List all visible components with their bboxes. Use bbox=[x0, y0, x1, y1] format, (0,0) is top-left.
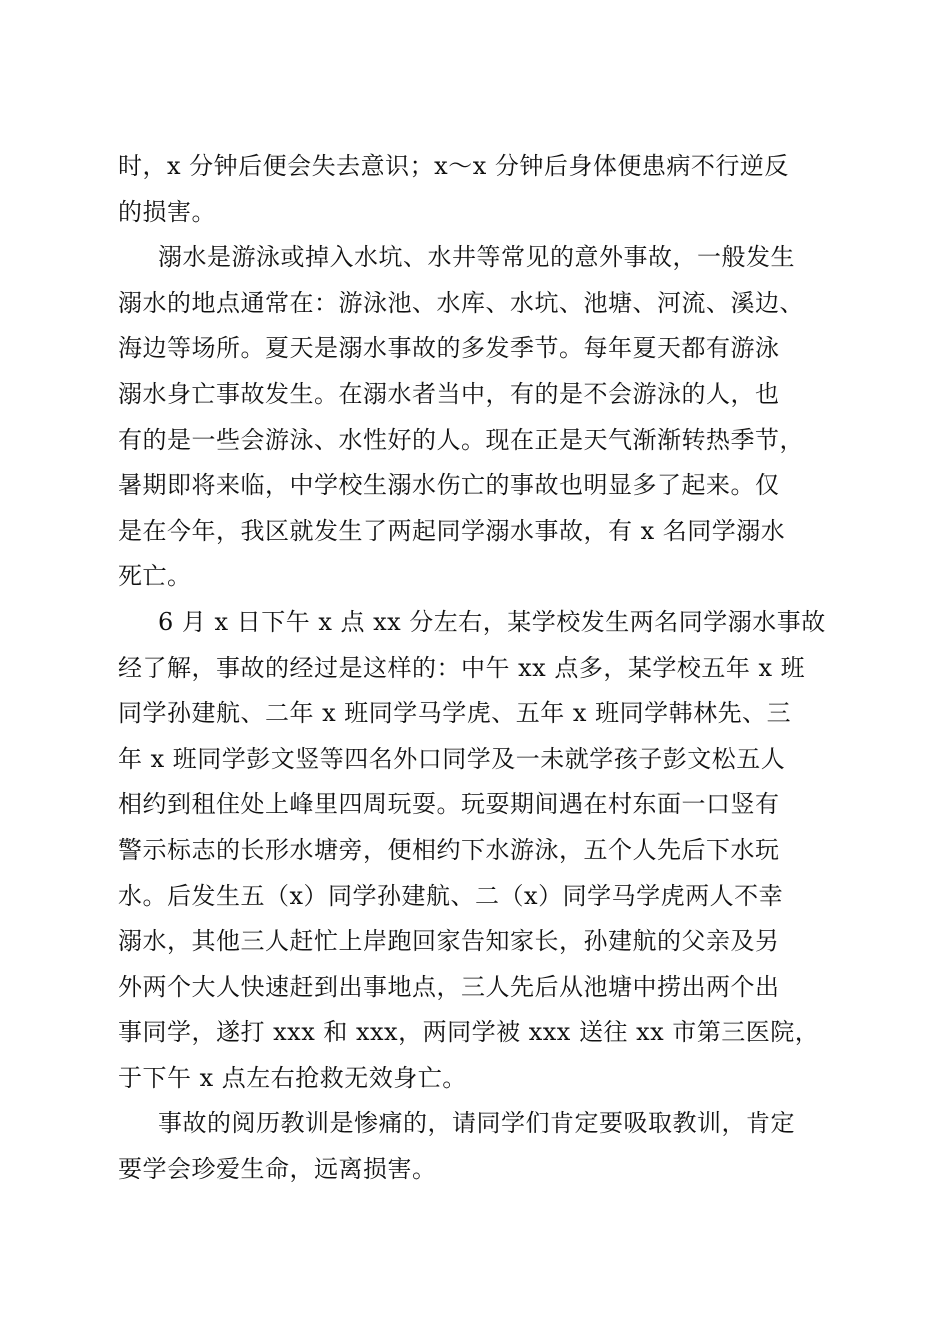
text-line: 溺水，其他三人赶忙上岸跑回家告知家长，孙建航的父亲及另 bbox=[118, 927, 780, 956]
text-line: 溺水是游泳或掉入水坑、水井等常见的意外事故，一般发生 bbox=[158, 243, 795, 272]
text-line: 溺水的地点通常在：游泳池、水库、水坑、池塘、河流、溪边、 bbox=[118, 288, 804, 317]
text-line: 6 月 x 日下午 x 点 xx 分左右，某学校发生两名同学溺水事故 bbox=[158, 607, 826, 636]
text-line: 时，x 分钟后便会失去意识；x～x 分钟后身体便患病不行逆反 bbox=[118, 152, 789, 180]
text-line: 事同学，遂打 xxx 和 xxx，两同学被 xxx 送往 xx 市第三医院， bbox=[118, 1018, 820, 1047]
text-line: 的损害。 bbox=[118, 197, 216, 226]
text-line: 于下午 x 点左右抢救无效身亡。 bbox=[118, 1063, 467, 1092]
text-line: 经了解，事故的经过是这样的：中午 xx 点多，某学校五年 x 班 bbox=[118, 653, 806, 682]
text-line: 同学孙建航、二年 x 班同学马学虎、五年 x 班同学韩林先、三 bbox=[118, 699, 792, 728]
document-body bbox=[118, 144, 838, 1193]
text-line: 有的是一些会游泳、水性好的人。现在正是天气渐渐转热季节， bbox=[118, 425, 804, 454]
text-line: 相约到租住处上峰里四周玩耍。玩耍期间遇在村东面一口竖有 bbox=[118, 790, 780, 819]
text-line: 暑期即将来临，中学校生溺水伤亡的事故也明显多了起来。仅 bbox=[118, 471, 780, 500]
text-line: 事故的阅历教训是惨痛的，请同学们肯定要吸取教训，肯定 bbox=[158, 1109, 795, 1138]
paragraph-drowning-overview bbox=[118, 235, 838, 600]
text-line: 水。后发生五（x）同学孙建航、二（x）同学马学虎两人不幸 bbox=[118, 881, 784, 910]
paragraph-incident-account bbox=[118, 600, 838, 1102]
text-line: 要学会珍爱生命，远离损害。 bbox=[118, 1155, 437, 1184]
text-line: 外两个大人快速赶到出事地点，三人先后从池塘中捞出两个出 bbox=[118, 972, 780, 1001]
text-line: 海边等场所。夏天是溺水事故的多发季节。每年夏天都有游泳 bbox=[118, 334, 780, 363]
paragraph-continuation bbox=[118, 144, 838, 235]
text-line: 溺水身亡事故发生。在溺水者当中，有的是不会游泳的人，也 bbox=[118, 379, 780, 408]
text-line: 年 x 班同学彭文竖等四名外口同学及一未就学孩子彭文松五人 bbox=[118, 744, 786, 773]
text-line: 是在今年，我区就发生了两起同学溺水事故，有 x 名同学溺水 bbox=[118, 516, 786, 545]
paragraph-lesson bbox=[118, 1101, 838, 1192]
text-line: 死亡。 bbox=[118, 562, 192, 591]
text-line: 警示标志的长形水塘旁，便相约下水游泳，五个人先后下水玩 bbox=[118, 835, 780, 864]
